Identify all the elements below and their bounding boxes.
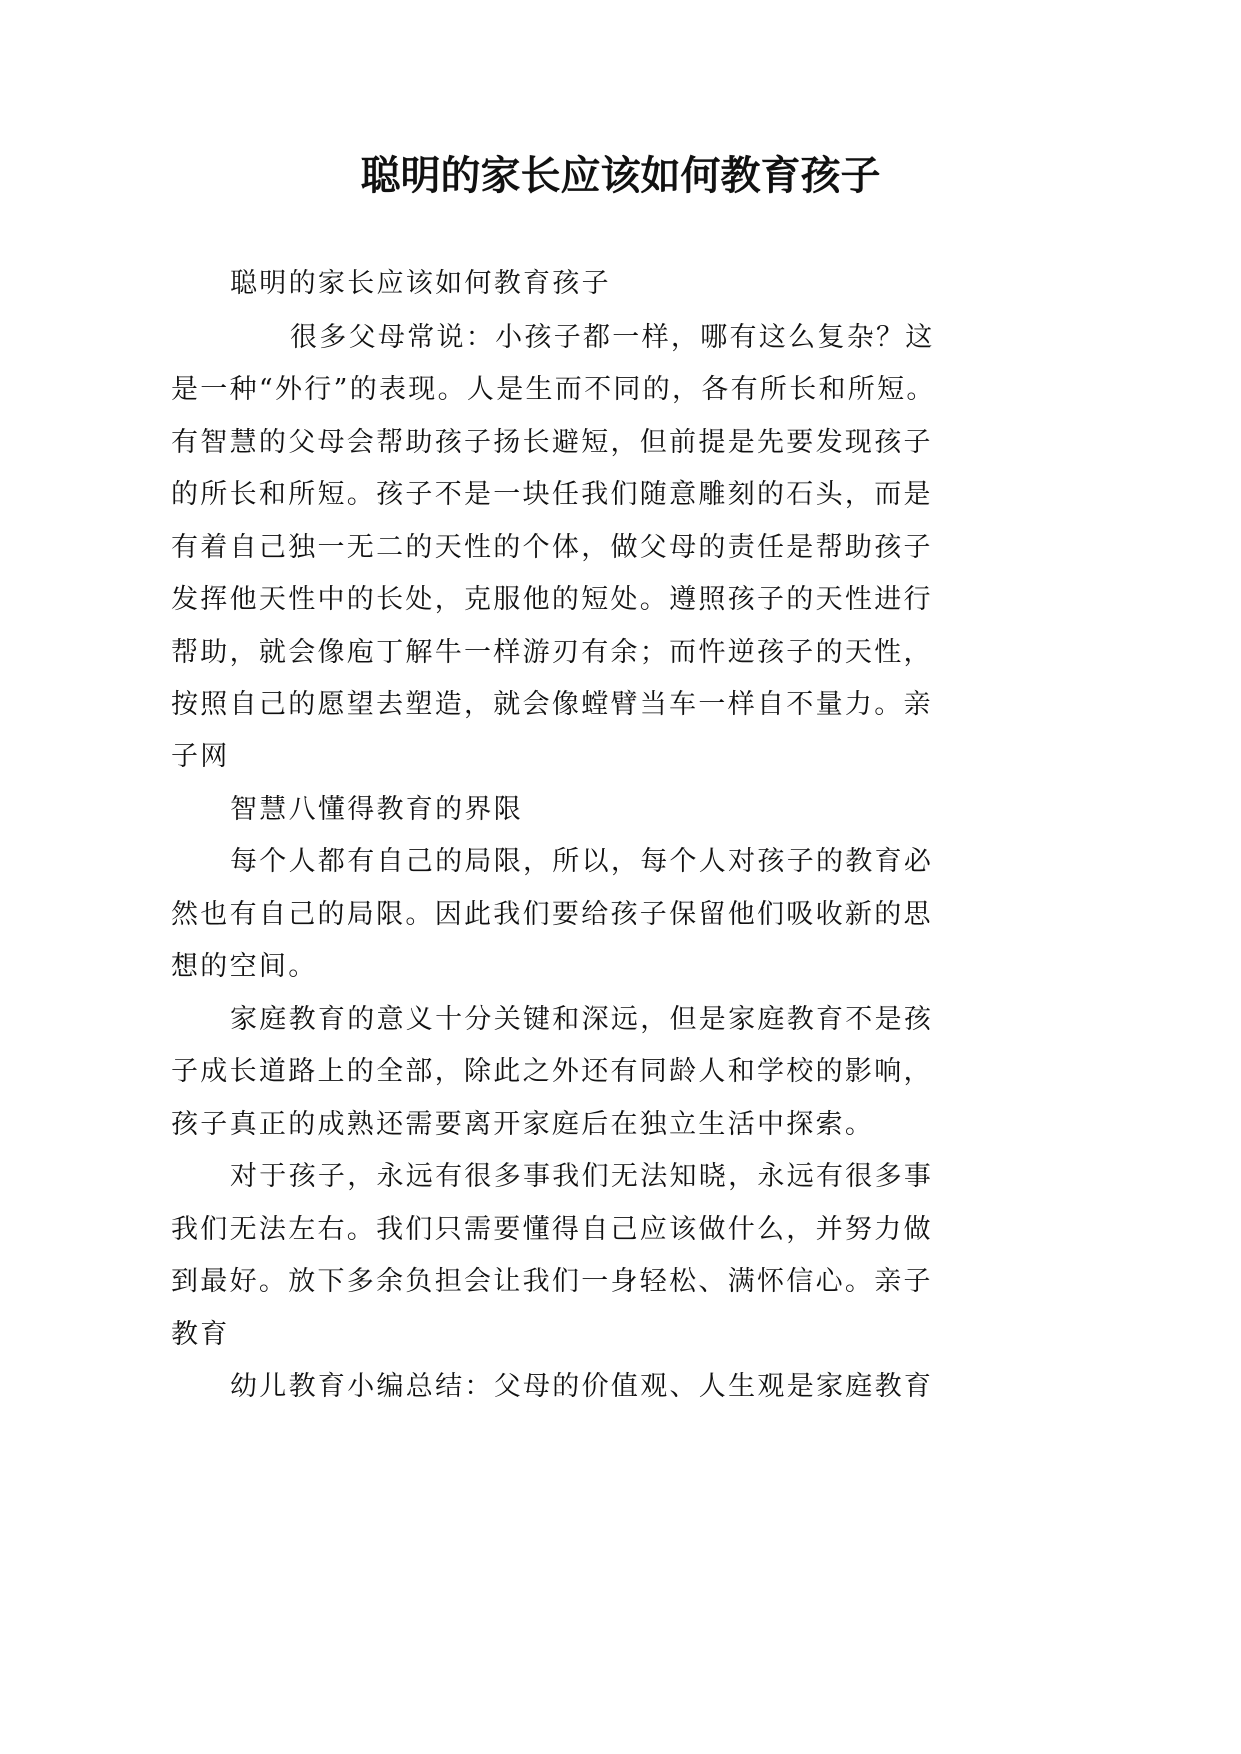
subtitle-line: 聪明的家长应该如何教育孩子 [230,268,611,299]
paragraph-line: 想的空间。 [171,951,318,982]
paragraph-line: 很多父母常说：小孩子都一样，哪有这么复杂？这 [290,322,935,353]
paragraph-line: 帮助，就会像庖丁解牛一样游刃有余；而忤逆孩子的天性， [171,637,933,668]
paragraph-line: 教育 [171,1319,230,1350]
document-title: 聪明的家长应该如何教育孩子 [360,153,881,199]
paragraph-line: 我们无法左右。我们只需要懂得自己应该做什么，并努力做 [171,1214,933,1245]
paragraph-line: 有着自己独一无二的天性的个体，做父母的责任是帮助孩子 [171,532,933,563]
paragraph-line: 子网 [171,741,230,772]
paragraph-line: 是一种“外行”的表现。人是生而不同的，各有所长和所短。 [171,374,936,405]
paragraph-line: 子成长道路上的全部，除此之外还有同龄人和学校的影响， [171,1056,933,1087]
paragraph-line: 按照自己的愿望去塑造，就会像螳臂当车一样自不量力。亲 [171,689,933,720]
paragraph-line: 然也有自己的局限。因此我们要给孩子保留他们吸收新的思 [171,899,933,930]
section-heading: 智慧八懂得教育的界限 [230,794,523,825]
paragraph-line: 到最好。放下多余负担会让我们一身轻松、满怀信心。亲子 [171,1266,933,1297]
paragraph-line: 孩子真正的成熟还需要离开家庭后在独立生活中探索。 [171,1109,875,1140]
paragraph-line: 的所长和所短。孩子不是一块任我们随意雕刻的石头，而是 [171,479,933,510]
paragraph-line: 发挥他天性中的长处，克服他的短处。遵照孩子的天性进行 [171,584,933,615]
paragraph-line: 对于孩子，永远有很多事我们无法知晓，永远有很多事 [230,1161,934,1192]
paragraph-line: 家庭教育的意义十分关键和深远，但是家庭教育不是孩 [230,1004,934,1035]
paragraph-line: 每个人都有自己的局限，所以，每个人对孩子的教育必 [230,846,934,877]
paragraph-line: 有智慧的父母会帮助孩子扬长避短，但前提是先要发现孩子 [171,427,933,458]
paragraph-line: 幼儿教育小编总结：父母的价值观、人生观是家庭教育 [230,1371,934,1402]
